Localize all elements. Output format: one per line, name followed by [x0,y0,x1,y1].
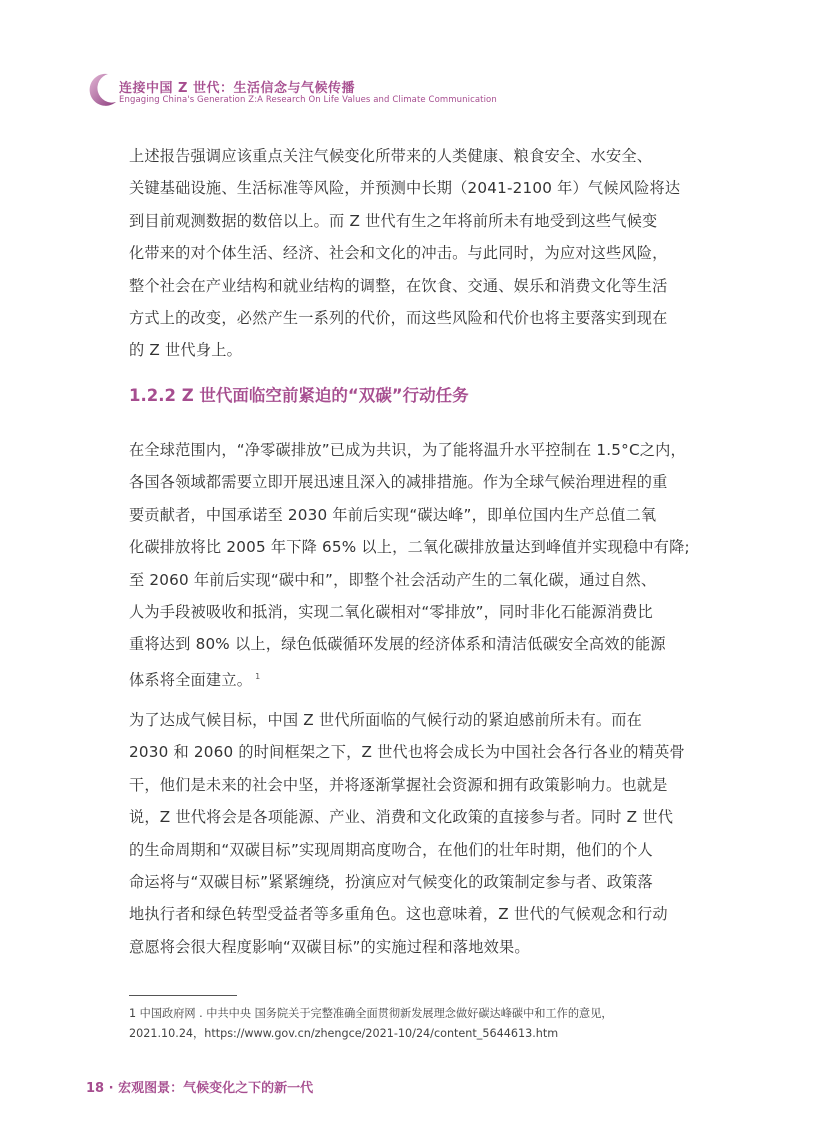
paragraph-line: 意愿将会很大程度影响“双碳目标”的实施过程和落地效果。 [129,937,530,956]
section-heading: 1.2.2 Z 世代面临空前紧迫的“双碳”行动任务 [129,386,469,405]
footnote [129,1004,699,1044]
footnote-divider [129,995,237,996]
footnote-line: 1 中国政府网 . 中共中央 国务院关于完整准确全面贯彻新发展理念做好碳达峰碳中和工作的意见， [129,1007,613,1020]
page-footer: 18 · 宏观图景：气候变化之下的新一代 [86,1081,314,1096]
paragraph-line: 关键基础设施、生活标准等风险，并预测中长期（2041-2100 年）气候风险将达 [129,179,681,198]
paragraph-line: 至 2060 年前后实现“碳中和”，即整个社会活动产生的二氧化碳，通过自然、 [129,570,657,589]
paragraph-line: 方式上的改变，必然产生一系列的代价，而这些风险和代价也将主要落实到现在 [129,308,668,327]
paragraph-line: 整个社会在产业结构和就业结构的调整，在饮食、交通、娱乐和消费文化等生活 [129,276,668,295]
paragraph-2 [129,434,695,693]
footnote-ref[interactable]: 1 [255,671,261,681]
paragraph-line: 干，他们是未来的社会中坚，并将逐渐掌握社会资源和拥有政策影响力。也就是 [129,775,668,794]
header-title: 连接中国 Z 世代：生活信念与气候传播 [119,81,355,96]
paragraph-line-text: 体系将全面建立。 [129,670,253,689]
paragraph-line: 为了达成气候目标，中国 Z 世代所面临的气候行动的紧迫感前所未有。而在 [129,711,643,729]
paragraph-line: 到目前观测数据的数倍以上。而 Z 世代有生之年将前所未有地受到这些气候变 [129,211,658,230]
paragraph-line [129,661,695,693]
paragraph-line: 的生命周期和“双碳目标”实现周期高度吻合，在他们的壮年时期，他们的个人 [129,840,653,859]
paragraph-line: 化带来的对个体生活、经济、社会和文化的冲击。与此同时，为应对这些风险， [129,244,668,263]
paragraph-1 [129,140,695,367]
paragraph-line: 各国各领域都需要立即开展迅速且深入的减排措施。作为全球气候治理进程的重 [129,473,668,492]
page-header [86,72,786,112]
paragraph-3 [129,704,695,963]
paragraph-line: 说，Z 世代将会是各项能源、产业、消费和文化政策的直接参与者。同时 Z 世代 [129,808,674,827]
header-subtitle: Engaging China's Generation Z:A Research On Life Values and Climate Communication [119,95,497,105]
paragraph-line: 地执行者和绿色转型受益者等多重角色。这也意味着，Z 世代的气候观念和行动 [129,905,668,924]
paragraph-line: 化碳排放将比 2005 年下降 65% 以上，二氧化碳排放量达到峰值并实现稳中有降; [129,538,690,557]
crescent-logo-icon [86,72,120,108]
paragraph-line: 要贡献者，中国承诺至 2030 年前后实现“碳达峰”，即单位国内生产总值二氧 [129,505,657,524]
paragraph-line: 命运将与“双碳目标”紧紧缠绕，扮演应对气候变化的政策制定参与者、政策落 [129,872,653,891]
paragraph-line: 上述报告强调应该重点关注气候变化所带来的人类健康、粮食安全、水安全、 [129,147,653,165]
paragraph-line: 重将达到 80% 以上，绿色低碳循环发展的经济体系和清洁低碳安全高效的能源 [129,635,666,654]
paragraph-line: 人为手段被吸收和抵消，实现二氧化碳相对“零排放”，同时非化石能源消费比 [129,602,653,621]
footnote-line[interactable]: 2021.10.24，https://www.gov.cn/zhengce/2021-10/24/content_5644613.htm [129,1027,559,1040]
paragraph-line: 的 Z 世代身上。 [129,341,242,360]
paragraph-line: 在全球范围内，“净零碳排放”已成为共识，为了能将温升水平控制在 1.5°C之内， [129,441,686,459]
paragraph-line: 2030 和 2060 的时间框架之下，Z 世代也将会成长为中国社会各行各业的精英骨 [129,743,685,762]
